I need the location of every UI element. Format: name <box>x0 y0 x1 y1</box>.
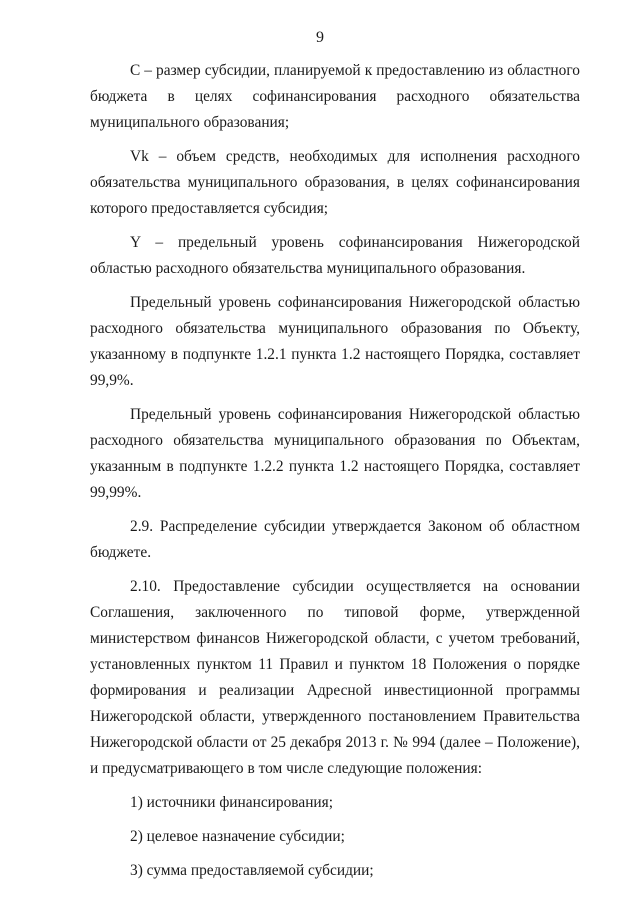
text-line: министерством финансов Нижегородской области, с учетом требований, <box>90 630 580 647</box>
text-line: которого предоставляется субсидия; <box>90 200 329 217</box>
text-line: 99,9%. <box>90 372 134 389</box>
text-line: установленных пунктом 11 Правил и пунктом 18 Положения о порядке <box>90 656 580 673</box>
text-line: 99,99%. <box>90 484 142 501</box>
text-line: 2.10. Предоставление субсидии осуществляется на основании <box>130 578 580 595</box>
text-line: Vk – объем средств, необходимых для исполнения расходного <box>130 148 580 165</box>
paragraph-clause-2-9 <box>90 514 580 566</box>
list-item-3 <box>90 858 580 884</box>
list-item-1 <box>90 790 580 816</box>
list-item-2 <box>90 824 580 850</box>
text-line: бюджета в целях софинансирования расходного обязательства <box>90 88 580 105</box>
text-line: 3) сумма предоставляемой субсидии; <box>130 862 374 879</box>
text-line: Y – предельный уровень софинансирования Нижегородской <box>130 234 580 251</box>
text-line: областью расходного обязательства муниципального образования. <box>90 260 526 277</box>
document-body <box>90 58 580 884</box>
text-line: указанному в подпункте 1.2.1 пункта 1.2 настоящего Порядка, составляет <box>90 346 580 363</box>
text-line: С – размер субсидии, планируемой к предоставлению из областного <box>130 62 580 79</box>
text-line: 1) источники финансирования; <box>130 794 334 811</box>
text-line: 2.9. Распределение субсидии утверждается Законом об областном <box>130 518 580 535</box>
text-line: формирования и реализации Адресной инвестиционной программы <box>90 682 580 699</box>
text-line: бюджете. <box>90 544 152 561</box>
text-line: Нижегородской области, утвержденного постановлением Правительства <box>90 708 580 725</box>
text-line: муниципального образования; <box>90 114 290 131</box>
text-line: и предусматривающего в том числе следующие положения: <box>90 760 482 777</box>
text-line: Предельный уровень софинансирования Нижегородской областью <box>130 406 580 423</box>
text-line: Предельный уровень софинансирования Нижегородской областью <box>130 294 580 311</box>
text-line: Нижегородской области от 25 декабря 2013 г. № 994 (далее – Положение), <box>90 734 580 751</box>
text-line: расходного обязательства муниципального образования по Объекту, <box>90 320 580 337</box>
paragraph-vk-definition <box>90 144 580 222</box>
text-line: указанным в подпункте 1.2.2 пункта 1.2 настоящего Порядка, составляет <box>90 458 580 475</box>
paragraph-y-definition <box>90 230 580 282</box>
paragraph-limit-object <box>90 290 580 394</box>
paragraph-clause-2-10 <box>90 574 580 782</box>
text-line: расходного обязательства муниципального образования по Объектам, <box>90 432 580 449</box>
text-line: обязательства муниципального образования, в целях софинансирования <box>90 174 580 191</box>
paragraph-limit-objects <box>90 402 580 506</box>
paragraph-c-definition <box>90 58 580 136</box>
text-line: 2) целевое назначение субсидии; <box>130 828 345 845</box>
text-line: Соглашения, заключенного по типовой форме, утвержденной <box>90 604 580 621</box>
page-number: 9 <box>316 29 324 46</box>
